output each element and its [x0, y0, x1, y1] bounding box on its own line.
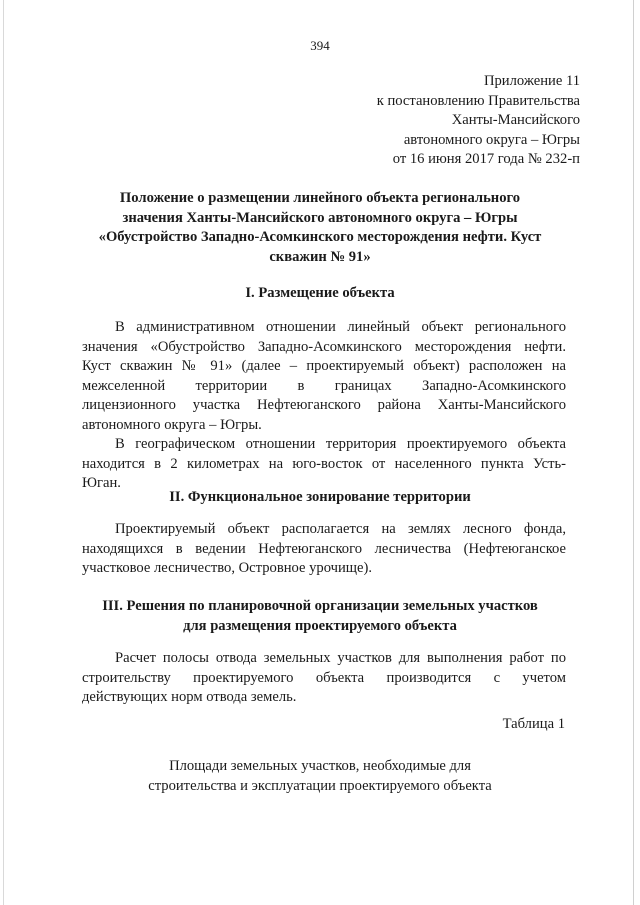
appendix-line: Ханты-Мансийского	[451, 112, 580, 128]
text-line: В географическом отношении территория проектируемого объекта	[115, 436, 566, 452]
text-line: автономного округа – Югры.	[82, 416, 262, 433]
section-2-heading	[60, 488, 580, 508]
appendix-line: от 16 июня 2017 года № 232-п	[392, 151, 580, 167]
section-1-heading-text: I. Размещение объекта	[245, 285, 395, 301]
section-2-paragraph	[82, 520, 566, 579]
table-caption-line: Площади земельных участков, необходимые для	[169, 758, 471, 774]
scan-edge-left	[3, 0, 4, 905]
text-line: лицензионного участка Нефтеюганского района Ханты-Мансийского	[82, 397, 566, 413]
table-caption	[60, 757, 580, 796]
section-3-heading-line: для размещения проектируемого объекта	[183, 617, 457, 634]
text-line: участковое лесничество, Островное урочище).	[82, 560, 373, 576]
text-line: Расчет полосы отвода земельных участков для выполнения работ по	[115, 650, 566, 666]
text-line: межселенной территории в границах Западно-Асомкинского	[82, 377, 566, 394]
text-line: действующих норм отвода земель.	[82, 689, 297, 705]
section-3-paragraph	[82, 649, 566, 708]
text-line: В административном отношении линейный объект регионального	[115, 319, 566, 335]
text-line: Проектируемый объект располагается на землях лесного фонда,	[115, 521, 566, 537]
appendix-line: автономного округа – Югры	[403, 131, 580, 148]
text-line: Куст скважин № 91» (далее – проектируемый объект) расположен на	[82, 358, 566, 374]
title-line: Положение о размещении линейного объекта регионального	[119, 190, 521, 206]
text-line: Юган.	[82, 475, 121, 491]
section-3-heading-line: III. Решения по планировочной организации земельных участков	[102, 598, 538, 614]
scan-edge-right	[633, 0, 634, 905]
section-3-heading	[60, 597, 580, 636]
title-line: скважин № 91»	[269, 248, 371, 265]
table-label: Таблица 1	[502, 716, 565, 732]
document-title	[60, 189, 580, 267]
section-1-paragraph-1	[82, 318, 566, 435]
appendix-block	[377, 72, 580, 170]
title-line: «Обустройство Западно-Асомкинского месторождения нефти. Куст	[98, 229, 542, 245]
text-line: строительству проектируемого объекта производится с учетом	[82, 669, 566, 686]
section-1-heading	[60, 284, 580, 304]
page-number: 394	[310, 38, 330, 53]
text-line: находящихся в ведении Нефтеюганского лесничества (Нефтеюганское	[82, 540, 566, 557]
section-1-paragraph-2	[82, 435, 566, 494]
appendix-line: к постановлению Правительства	[376, 92, 580, 109]
text-line: находится в 2 километрах на юго-восток от населенного пункта Усть-	[82, 455, 566, 472]
section-2-heading-text: II. Функциональное зонирование территории	[169, 489, 471, 505]
title-line: значения Ханты-Мансийского автономного округа – Югры	[122, 209, 518, 226]
text-line: значения «Обустройство Западно-Асомкинского месторождения нефти.	[82, 338, 566, 355]
table-caption-line: строительства и эксплуатации проектируемого объекта	[148, 777, 492, 794]
appendix-line: Приложение 11	[483, 73, 580, 89]
